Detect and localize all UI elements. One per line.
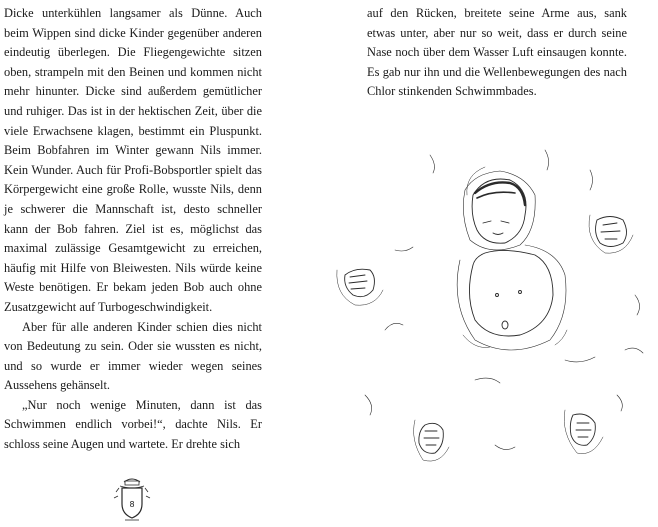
left-foot-sketch: [414, 420, 449, 461]
paragraph-right: auf den Rücken, breitete seine Arme aus, sank etwas unter, aber nur so weit, dass er durch seine Nase noch über dem Wasser Luft einsaugen konnte. Es gab nur ihn und die Wellenbewegungen des nach Chlor stinkenden Schwimmbades.: [367, 6, 627, 99]
torso-sketch: [457, 245, 567, 350]
page-number: 8: [129, 500, 135, 509]
left-hand-sketch: [337, 269, 383, 305]
paragraph-1: Dicke unterkühlen langsamer als Dünne. Auch beim Wippen sind dicke Kinder gegenüber anderen eindeutig überlegen. Die Fliegengewichte sitzen oben, strampeln mit den Beinen und kommen nicht mehr hinunter. Dicke sind außerdem gemütlicher und ruhiger. Das ist in der hektischen Zeit, über die viele Erwachsene klagen, bestimmt ein Pluspunkt. Beim Bobfahren im Winter gewann Nils immer. Kein Wunder. Auch für Profi-Bobsportler spielt das Körpergewicht eine große Rolle, wusste Nils, denn je schwerer die Mannschaft ist, desto schneller kann der Bob fahren. Ziel ist es, möglichst das maximal zulässige Gesamtgewicht zu erreichen, häufig mit Hilfe von Bleiwesten. Nils würde keine Weste benötigen. Er bekam jeden Bob auch ohne Zusatzgewicht auf Turbogeschwindigkeit.: [4, 6, 262, 314]
water-ripples-sketch: [365, 150, 643, 450]
head-sketch: [463, 167, 535, 250]
floating-child-illustration: [325, 135, 655, 480]
right-foot-sketch: [564, 410, 603, 454]
paragraph-2: Aber für alle anderen Kinder schien dies nicht von Bedeutung zu sein. Oder sie wussten es nicht, und so wurde er immer wieder wegen seines Aussehens gehänselt.: [4, 319, 262, 393]
right-page-text: [367, 4, 627, 102]
left-page-text: [4, 4, 262, 455]
paragraph-3: „Nur noch wenige Minuten, dann ist das Schwimmen endlich vorbei!“, dachte Nils. Er schloss seine Augen und wartete. Er drehte sich: [4, 397, 262, 452]
pencil-sketch: [325, 135, 655, 480]
right-hand-sketch: [589, 215, 633, 253]
crest-icon: [113, 476, 151, 522]
page-number-crest: [113, 476, 151, 522]
